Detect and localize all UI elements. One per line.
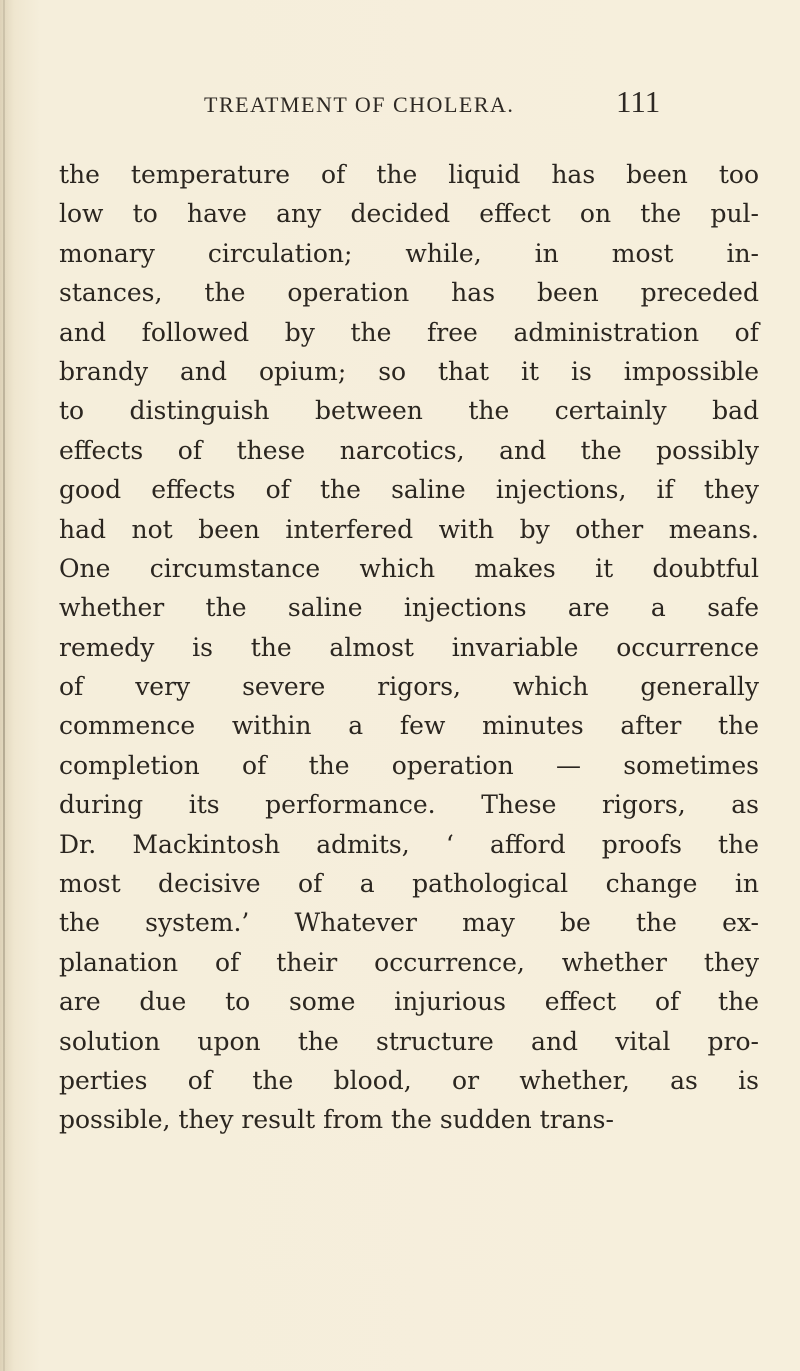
text-line: are due to some injurious effect of the xyxy=(59,987,759,1017)
text-line: the system.’ Whatever may be the ex- xyxy=(59,908,759,938)
text-line: most decisive of a pathological change in xyxy=(59,869,759,899)
text-line: stances, the operation has been preceded xyxy=(59,278,759,308)
text-line: perties of the blood, or whether, as is xyxy=(59,1065,759,1095)
text-line: of very severe rigors, which generally xyxy=(59,672,759,702)
text-line: possible, they result from the sudden trans- xyxy=(59,1105,614,1135)
running-head-title: TREATMENT OF CHOLERA. xyxy=(204,92,515,117)
page-gutter-edge xyxy=(3,0,5,1371)
text-line: One circumstance which makes it doubtful xyxy=(59,553,759,583)
text-line: completion of the operation — sometimes xyxy=(59,750,759,780)
text-line: planation of their occurrence, whether they xyxy=(59,947,759,977)
body-text xyxy=(59,155,759,1140)
page-number: 111 xyxy=(616,84,661,119)
text-line: solution upon the structure and vital pro- xyxy=(59,1026,759,1056)
text-line: commence within a few minutes after the xyxy=(59,711,759,741)
text-line: good effects of the saline injections, if they xyxy=(59,475,759,505)
text-line: effects of these narcotics, and the possibly xyxy=(59,435,759,465)
text-line: low to have any decided effect on the pul- xyxy=(59,199,759,229)
text-line: had not been interfered with by other means. xyxy=(59,514,759,544)
text-line: the temperature of the liquid has been too xyxy=(59,160,759,189)
running-head xyxy=(0,84,800,124)
text-line: during its performance. These rigors, as xyxy=(59,790,759,820)
text-line: brandy and opium; so that it is impossible xyxy=(59,356,759,386)
text-line: whether the saline injections are a safe xyxy=(59,593,759,623)
text-line: Dr. Mackintosh admits, ‘ afford proofs the xyxy=(59,829,759,859)
text-line: monary circulation; while, in most in- xyxy=(59,238,759,268)
text-line: remedy is the almost invariable occurrence xyxy=(59,632,759,662)
text-line: and followed by the free administration of xyxy=(59,317,759,347)
text-line: to distinguish between the certainly bad xyxy=(59,396,759,426)
